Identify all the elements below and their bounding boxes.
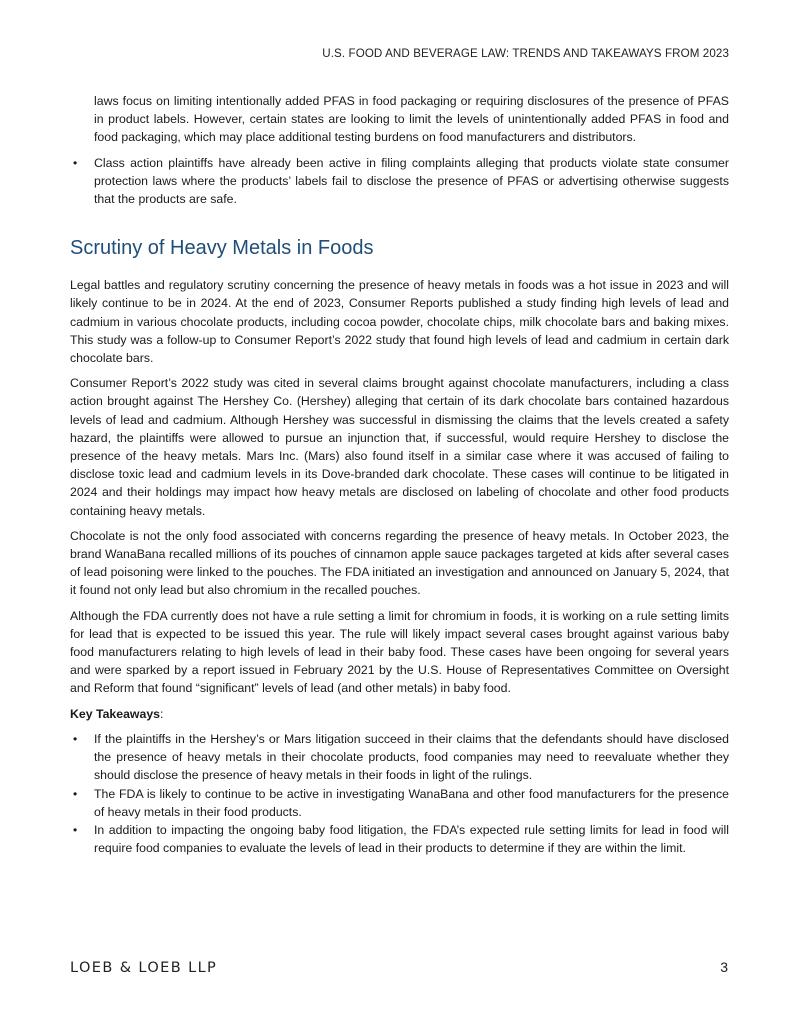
key-takeaways-colon: : [160, 706, 164, 721]
takeaways-list [70, 730, 729, 857]
key-takeaways-heading [70, 705, 729, 723]
firm-logo: LOEB & LOEB LLP [70, 960, 218, 976]
key-takeaways-label: Key Takeaways [70, 706, 161, 721]
list-item-text: The FDA is likely to continue to be active in investigating WanaBana and other food manufacturers for the presence of heavy metals in their food products. [94, 786, 729, 819]
body-paragraph: Consumer Report’s 2022 study was cited in several claims brought against chocolate manufacturers, including a class action brought against The Hershey Co. (Hershey) alleging that certain of its dark chocolate bars contained hazardous levels of lead and cadmium. Although Hershey was successful in dismissing the claims that the levels created a safety hazard, the plaintiffs were allowed to pursue an injunction that, if successful, would require Hershey to disclose the presence of the heavy metals. Mars Inc. (Mars) also found itself in a similar case where it was accused of failing to disclose toxic lead and cadmium levels in its Dove-branded dark chocolate. These cases will continue to be litigated in 2024 and their holdings may impact how heavy metals are disclosed on labeling of chocolate and other food products containing heavy metals. [70, 376, 729, 518]
body-paragraph: Although the FDA currently does not have a rule setting a limit for chromium in foods, it is working on a rule setting limits for lead that is expected to be issued this year. The rule will likely impact several cases brought against various baby food manufacturers relating to high levels of lead in their baby food. These cases have been ongoing for several years and were sparked by a report issued in February 2021 by the U.S. House of Representatives Committee on Oversight and Reform that found “significant” levels of lead (and other metals) in baby food. [70, 608, 729, 696]
running-header: U.S. FOOD AND BEVERAGE LAW: TRENDS AND TAKEAWAYS FROM 2023 [322, 47, 729, 60]
bullet-icon: • [73, 786, 78, 801]
list-item-text: Class action plaintiffs have already been active in filing complaints alleging that products violate state consumer protection laws where the products’ labels fail to disclose the presence of PFAS or advertising otherwise suggests that the products are safe. [94, 155, 729, 207]
list-item-text: If the plaintiffs in the Hershey’s or Mars litigation succeed in their claims that the defendants should have disclosed the presence of heavy metals in their chocolate products, food companies may need to reevaluate whether they should disclose the presence of heavy metals in their foods in light of the rulings. [94, 731, 729, 783]
bullet-icon: • [73, 731, 78, 746]
body-paragraph: Legal battles and regulatory scrutiny concerning the presence of heavy metals in foods was a hot issue in 2023 and will likely continue to be in 2024. At the end of 2023, Consumer Reports published a study finding high levels of lead and cadmium in various chocolate products, including cocoa powder, chocolate chips, milk chocolate bars and baking mixes. This study was a follow-up to Consumer Report’s 2022 study that found high levels of lead and cadmium in certain dark chocolate bars. [70, 278, 729, 366]
list-item [70, 785, 729, 821]
bullet-icon: • [73, 822, 78, 837]
list-item [70, 154, 729, 209]
page-content [70, 92, 729, 857]
list-item-text: In addition to impacting the ongoing baby food litigation, the FDA’s expected rule setting limits for lead in food will require food companies to evaluate the levels of lead in their products to determine if they are within the limit. [94, 822, 729, 856]
page-number: 3 [720, 959, 728, 975]
continuation-bullet-list [70, 154, 729, 209]
list-item [70, 821, 729, 857]
bullet-icon: • [73, 155, 78, 170]
continuation-paragraph: laws focus on limiting intentionally added PFAS in food packaging or requiring disclosures of the presence of PFAS in product labels. However, certain states are looking to limit the levels of unintentionally added PFAS in food and food packaging, which may place additional testing burdens on food manufacturers and distributors. [94, 94, 729, 145]
body-paragraph: Chocolate is not the only food associated with concerns regarding the presence of heavy metals. In October 2023, the brand WanaBana recalled millions of its pouches of cinnamon apple sauce packages targeted at kids after several cases of lead poisoning were linked to the pouches. The FDA initiated an investigation and announced on January 5, 2024, that it found not only lead but also chromium in the recalled pouches. [70, 528, 729, 598]
section-heading: Scrutiny of Heavy Metals in Foods [70, 237, 374, 260]
list-item [70, 730, 729, 785]
